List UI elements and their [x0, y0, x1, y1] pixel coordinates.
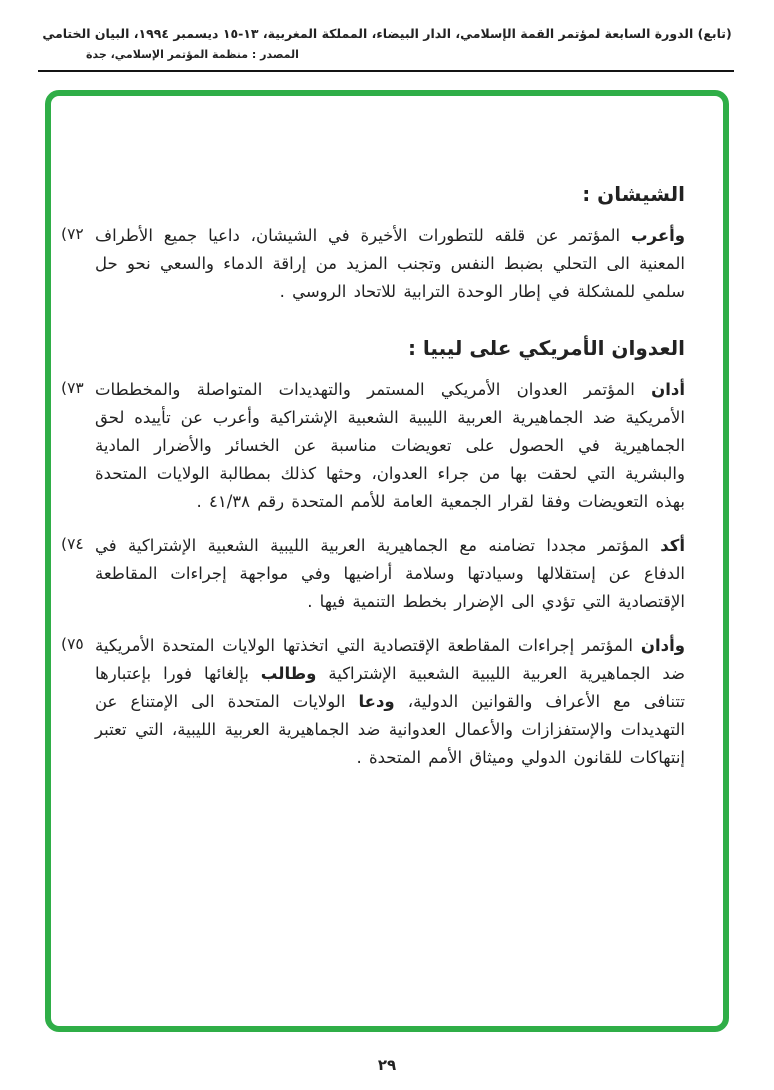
content-frame	[45, 90, 729, 1032]
text-segment: المؤتمر مجددا تضامنه مع الجماهيرية العربية الليبية الشعبية الإشتراكية في الدفاع عن إستقلالها وسيادتها وسلامة أراضيها وفي مواجهة إجراءات المقاطعة الإقتصادية التي تؤدي الى الإضرار بخطط التنمية فيها .	[95, 536, 685, 611]
emphasis-segment: أكد	[660, 536, 685, 555]
numbered-paragraph	[61, 376, 685, 516]
header-divider	[38, 70, 734, 72]
numbered-paragraph	[61, 532, 685, 616]
paragraph-text	[95, 532, 685, 616]
emphasis-segment: وأدان	[640, 636, 685, 655]
paragraph-text	[95, 376, 685, 516]
emphasis-segment: أدان	[651, 380, 685, 399]
page-header	[0, 0, 774, 61]
emphasis-segment: وأعرب	[630, 226, 685, 245]
paragraph-text	[95, 222, 685, 306]
emphasis-segment: وطالب	[260, 664, 317, 683]
paragraph-text	[95, 632, 685, 772]
header-source: المصدر : منظمة المؤتمر الإسلامي، جدة	[86, 48, 299, 61]
document-body	[61, 182, 685, 788]
emphasis-segment: ودعا	[358, 692, 395, 711]
section-heading: الشيشان :	[582, 182, 685, 206]
numbered-paragraph	[61, 632, 685, 772]
text-segment: المؤتمر إجراءات المقاطعة الإقتصادية التي اتخذتها الولايات المتحدة الأمريكية ضد الجماهيرية العربية الليبية الشعبية الإشتراكية	[95, 636, 685, 683]
paragraph-number: ٧٢)	[61, 225, 84, 243]
text-segment: الولايات المتحدة الى الإمتناع عن التهديدات والإستفزازات والأعمال العدوانية ضد الجماهيرية العربية الليبية، التي تعتبر إنتهاكات للقانون الدولي وميثاق الأمم المتحدة .	[95, 692, 685, 767]
paragraph-number: ٧٤)	[61, 535, 84, 553]
header-title: (تابع) الدورة السابعة لمؤتمر القمة الإسلامي، الدار البيضاء، المملكة المغربية، ١٣-١٥ ديسمبر ١٩٩٤، البيان الختامي	[42, 26, 732, 41]
paragraph-number: ٧٥)	[61, 635, 84, 653]
text-segment: بإلغائها فورا بإعتبارها تتنافى مع الأعراف والقوانين الدولية،	[95, 664, 685, 711]
text-segment: المؤتمر العدوان الأمريكي المستمر والتهديدات المتواصلة والمخططات الأمريكية ضد الجماهيرية العربية الليبية الشعبية الإشتراكية وأعرب عن تأييده لحق الجماهيرية في الحصول على تعويضات مناسبة عن الخسائر والأضرار المادية والبشرية التي لحقت بها من جراء العدوان، وحثها كذلك بمطالبة الولايات المتحدة بهذه التعويضات وفقا لقرار الجمعية العامة للأمم المتحدة رقم ٤١/٣٨ .	[95, 380, 685, 511]
paragraph-number: ٧٣)	[61, 379, 84, 397]
text-segment: المؤتمر عن قلقه للتطورات الأخيرة في الشيشان، داعيا جميع الأطراف المعنية الى التحلي بضبط النفس وتجنب المزيد من إراقة الدماء والسعي نحو حل سلمي للمشكلة في إطار الوحدة الترابية للاتحاد الروسي .	[95, 226, 685, 301]
numbered-paragraph	[61, 222, 685, 306]
page-number: ٢٩	[377, 1056, 397, 1074]
section-heading: العدوان الأمريكي على ليبيا :	[407, 336, 685, 360]
